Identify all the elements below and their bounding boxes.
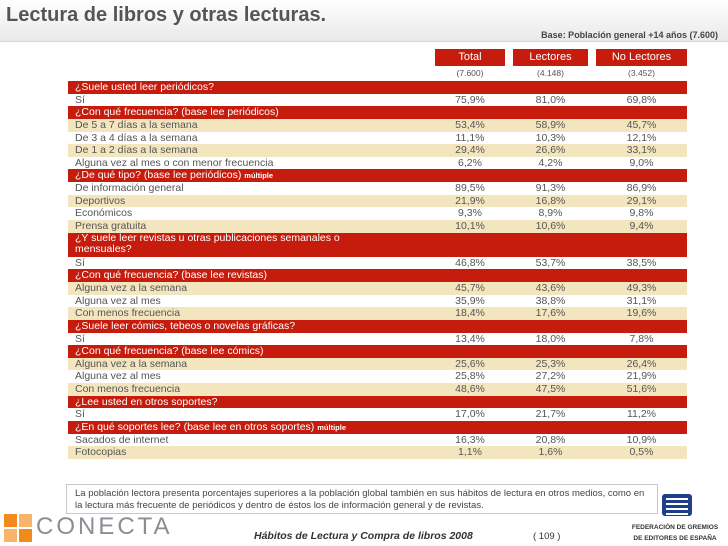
value-no-lectores: 9,8% [629,207,654,220]
label-text: ¿Con qué frecuencia? (base lee cómics) [75,345,264,358]
table-row [68,157,687,170]
sample-size-lectores: (4.148) [537,68,564,78]
row-label [75,408,85,421]
table-row [68,383,687,396]
label-text: ¿Suele usted leer periódicos? [75,81,214,93]
value-lectores: 43,6% [535,281,566,294]
question-label [75,106,279,119]
value-lectores: 8,9% [538,207,563,220]
value-total: 17,0% [455,408,485,421]
row-label [75,94,85,107]
value-total: 25,8% [455,370,485,383]
table-row [68,94,687,107]
label-text: Alguna vez a la semana [75,357,188,370]
value-total: 25,6% [455,357,485,370]
label-text: Sí [75,408,85,421]
value-no-lectores: 33,1% [626,144,657,157]
value-lectores: 25,3% [535,357,566,370]
label-text: De información general [75,182,184,195]
question-label [75,169,273,183]
question-label [75,396,217,409]
value-total: 53,4% [455,118,485,131]
base-note: Base: Población general +14 años (7.600) [541,30,718,40]
value-lectores: 20,8% [535,433,566,446]
label-text: ¿Y suele leer revistas u otras publicaciones semanales o mensuales? [75,231,340,256]
value-lectores: 53,7% [535,256,566,269]
question-row [68,233,687,257]
value-lectores: 26,6% [535,144,566,157]
value-lectores: 38,8% [535,294,566,307]
row-label [75,257,85,270]
value-lectores: 18,0% [535,332,566,345]
row-label [75,157,273,170]
label-text: Económicos [75,207,133,220]
table-row [68,446,687,459]
multiple-tag: múltiple [244,171,274,181]
question-label [75,233,395,256]
label-text: De 1 a 2 días a la semana [75,144,198,157]
value-no-lectores: 29,1% [626,194,657,207]
value-no-lectores: 9,4% [629,220,654,233]
page-title: Lectura de libros y otras lecturas. [6,4,327,26]
fge-book-icon [662,494,692,516]
label-text: Con menos frecuencia [75,383,181,396]
multiple-tag: múltiple [317,423,346,433]
column-header-row [68,49,687,66]
label-text: Sí [75,332,85,345]
label-text: Fotocopias [75,446,127,459]
question-label [75,320,295,333]
value-total: 45,7% [455,281,485,294]
value-lectores: 27,2% [535,370,566,383]
column-header-lectores: Lectores [513,49,588,66]
row-label [75,282,187,295]
row-label [75,434,168,447]
table-row [68,119,687,132]
question-label [75,269,267,282]
table-row [68,358,687,371]
sample-size-total: (7.600) [456,68,484,78]
value-total: 9,3% [458,207,482,220]
label-text: ¿De qué tipo? (base lee periódicos) [75,169,242,182]
value-total: 10,1% [455,220,485,233]
value-total: 46,8% [455,256,485,269]
value-total: 1,1% [458,446,482,459]
label-text: Alguna vez al mes o con menor frecuencia [75,156,274,169]
row-label [75,383,180,396]
question-row [68,81,687,94]
row-label [75,195,125,208]
value-lectores: 58,9% [535,118,566,131]
label-text: Alguna vez al mes [75,370,161,383]
sample-size-row [68,66,687,81]
sample-size-no-lectores: (3.452) [628,68,655,78]
value-total: 75,9% [455,93,485,106]
question-row [68,421,687,434]
value-total: 13,4% [455,332,485,345]
fge-logo [622,494,726,544]
value-no-lectores: 19,6% [626,307,657,320]
conecta-logo-text: CONECTA [36,513,173,540]
value-no-lectores: 45,7% [626,118,657,131]
fge-name-line2: DE EDITORES DE ESPAÑA [633,535,717,542]
value-no-lectores: 49,3% [626,281,657,294]
label-text: Sí [75,256,85,269]
column-header-no-lectores: No Lectores [596,49,687,66]
table-body [68,81,687,459]
table-row [68,257,687,270]
value-no-lectores: 86,9% [626,182,657,195]
value-no-lectores: 12,1% [626,131,657,144]
value-lectores: 1,6% [538,446,563,459]
table-row [68,333,687,346]
question-row [68,396,687,409]
value-lectores: 91,3% [535,182,566,195]
value-no-lectores: 10,9% [626,433,657,446]
value-total: 89,5% [455,182,485,195]
value-no-lectores: 51,6% [626,383,657,396]
table-row [68,408,687,421]
results-table [68,49,687,459]
header-bar [0,0,728,42]
question-row [68,106,687,119]
row-label [75,144,198,157]
label-text: ¿Suele leer cómics, tebeos o novelas gráficas? [75,319,296,332]
value-lectores: 47,5% [535,383,566,396]
conecta-logo-icon [4,514,32,542]
row-label [75,119,198,132]
question-label [75,345,264,358]
value-no-lectores: 38,5% [626,256,657,269]
question-row [68,269,687,282]
label-text: Prensa gratuita [75,220,147,233]
table-row [68,282,687,295]
row-label [75,132,198,145]
row-label [75,182,184,195]
table-row [68,434,687,447]
value-total: 35,9% [455,294,485,307]
value-lectores: 17,6% [535,307,566,320]
value-no-lectores: 26,4% [626,357,657,370]
table-row [68,182,687,195]
value-total: 18,4% [455,307,485,320]
value-lectores: 16,8% [535,194,566,207]
value-lectores: 21,7% [535,408,566,421]
value-no-lectores: 0,5% [629,446,654,459]
report-title: Hábitos de Lectura y Compra de libros 2008 [254,530,473,542]
row-label [75,295,161,308]
table-row [68,144,687,157]
value-lectores: 10,3% [535,131,566,144]
label-text: ¿En qué soportes lee? (base lee en otros soportes) [75,421,315,434]
row-label [75,307,180,320]
table-row [68,132,687,145]
label-text: Con menos frecuencia [75,307,181,320]
fge-name-line1: FEDERACIÓN DE GREMIOS [631,524,719,531]
value-total: 29,4% [455,144,485,157]
question-row [68,169,687,182]
label-text: Alguna vez al mes [75,294,161,307]
label-text: De 5 a 7 días a la semana [75,118,198,131]
row-label [75,207,132,220]
question-row [68,345,687,358]
summary-note: La población lectora presenta porcentajes superiores a la población global también en sus hábitos de lectura en otros medios, como en la lectura más frecuente de periódicos y dentro de éstos los de información general y de revistas. [66,484,658,514]
label-text: Sacados de internet [75,433,169,446]
page-number: ( 109 ) [533,531,561,542]
value-total: 21,9% [455,194,485,207]
value-total: 6,2% [458,156,482,169]
question-row [68,320,687,333]
table-row [68,370,687,383]
row-label [75,446,126,459]
label-text: ¿Con qué frecuencia? (base lee periódicos) [75,106,279,119]
table-row [68,295,687,308]
row-label [75,358,187,371]
value-total: 48,6% [455,383,485,396]
value-lectores: 4,2% [538,156,563,169]
question-label [75,421,346,435]
value-lectores: 10,6% [535,220,566,233]
value-lectores: 81,0% [535,93,566,106]
value-no-lectores: 21,9% [626,370,657,383]
label-text: Sí [75,93,85,106]
value-total: 11,1% [455,131,485,144]
value-no-lectores: 69,8% [626,93,657,106]
value-no-lectores: 7,8% [629,332,654,345]
row-label [75,333,85,346]
value-no-lectores: 11,2% [627,408,656,421]
value-no-lectores: 31,1% [626,294,657,307]
table-row [68,307,687,320]
column-header-total: Total [435,49,505,66]
value-no-lectores: 9,0% [629,156,654,169]
row-label [75,370,161,383]
table-row [68,195,687,208]
label-text: Deportivos [75,194,126,207]
label-text: Alguna vez a la semana [75,281,188,294]
question-label [75,81,214,94]
value-total: 16,3% [455,433,485,446]
label-text: De 3 a 4 días a la semana [75,131,198,144]
label-text: ¿Lee usted en otros soportes? [75,395,218,408]
table-row [68,207,687,220]
label-text: ¿Con qué frecuencia? (base lee revistas) [75,269,268,282]
